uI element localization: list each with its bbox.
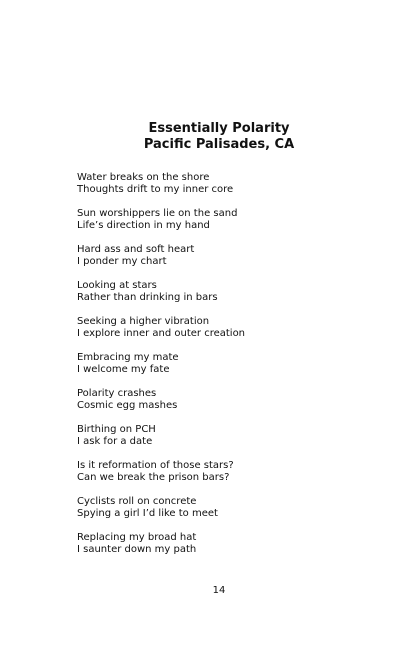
poem-line: Cyclists roll on concrete (77, 496, 197, 507)
poem-line: Water breaks on the shore (77, 172, 210, 183)
stanza-10 (77, 496, 367, 520)
poem-line: Hard ass and soft heart (77, 244, 195, 255)
poem-line: I welcome my fate (77, 364, 170, 375)
poem-line: Replacing my broad hat (77, 532, 197, 543)
poem-line: Is it reformation of those stars? (77, 460, 234, 471)
poem-line: Rather than drinking in bars (77, 292, 218, 303)
poem-line: I ponder my chart (77, 256, 167, 267)
stanza-1 (77, 172, 367, 196)
stanza-11 (77, 532, 367, 556)
page-number-text: 14 (212, 585, 226, 596)
stanza-9 (77, 460, 367, 484)
poem-body (77, 172, 367, 568)
poem-line: Cosmic egg mashes (77, 400, 178, 411)
stanza-7 (77, 388, 367, 412)
poem-line: Spying a girl I’d like to meet (77, 508, 218, 519)
poem-title: Essentially Polarity (148, 121, 290, 136)
poem-line: Seeking a higher vibration (77, 316, 210, 327)
poem-line: I saunter down my path (77, 544, 197, 555)
poem-line: Thoughts drift to my inner core (77, 184, 234, 195)
poem-location: Pacific Palisades, CA (143, 137, 295, 152)
poem-line: Birthing on PCH (77, 424, 156, 435)
poem-line: Polarity crashes (77, 388, 157, 399)
stanza-3 (77, 244, 367, 268)
stanza-2 (77, 208, 367, 232)
poem-line: Can we break the prison bars? (77, 472, 230, 483)
page-number (0, 585, 420, 597)
poem-line: I ask for a date (77, 436, 153, 447)
stanza-5 (77, 316, 367, 340)
poem-line: Sun worshippers lie on the sand (77, 208, 238, 219)
poem-line: Embracing my mate (77, 352, 179, 363)
stanza-6 (77, 352, 367, 376)
poem-line: Life’s direction in my hand (77, 220, 210, 231)
stanza-4 (77, 280, 367, 304)
poem-line: Looking at stars (77, 280, 157, 291)
poem-title-block (0, 121, 420, 153)
stanza-8 (77, 424, 367, 448)
poem-line: I explore inner and outer creation (77, 328, 246, 339)
